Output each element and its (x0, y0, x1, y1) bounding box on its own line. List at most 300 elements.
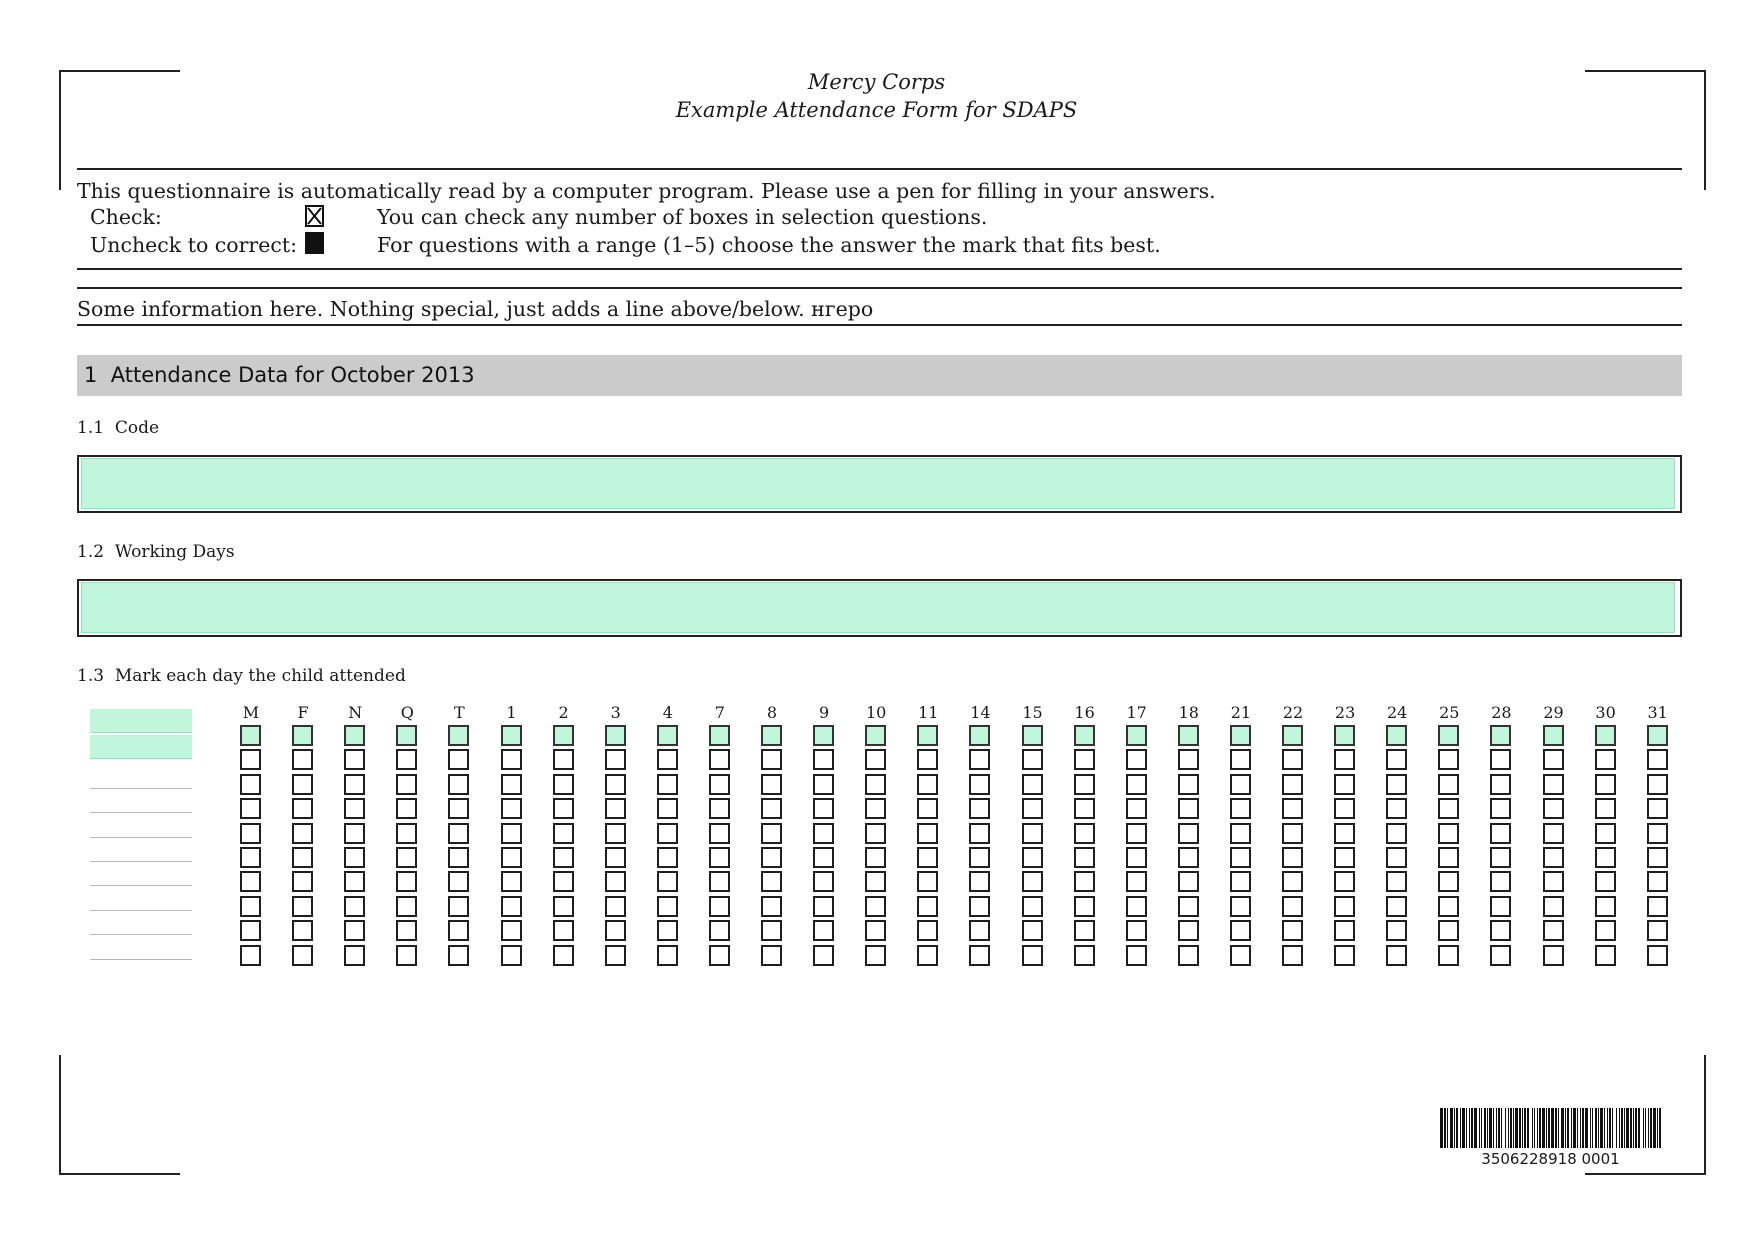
attendance-checkbox[interactable] (240, 725, 261, 746)
attendance-checkbox[interactable] (396, 749, 417, 770)
attendance-checkbox[interactable] (605, 896, 626, 917)
form-title: Example Attendance Form for SDAPS (675, 98, 1078, 122)
working-days-text-field[interactable] (77, 579, 1682, 637)
attendance-checkbox[interactable] (761, 774, 782, 795)
attendance-checkbox[interactable] (396, 920, 417, 941)
attendance-checkbox[interactable] (761, 896, 782, 917)
attendance-checkbox[interactable] (344, 871, 365, 892)
attendance-checkbox[interactable] (917, 749, 938, 770)
attendance-checkbox[interactable] (969, 847, 990, 868)
student-name-field[interactable] (90, 959, 192, 960)
attendance-checkbox[interactable] (865, 749, 886, 770)
student-name-field[interactable] (90, 709, 192, 733)
attendance-checkbox[interactable] (501, 749, 522, 770)
attendance-checkbox[interactable] (1647, 774, 1668, 795)
attendance-checkbox[interactable] (1490, 749, 1511, 770)
attendance-checkbox[interactable] (1074, 774, 1095, 795)
attendance-checkbox[interactable] (813, 798, 834, 819)
attendance-checkbox[interactable] (1647, 920, 1668, 941)
attendance-checkbox[interactable] (917, 871, 938, 892)
attendance-checkbox[interactable] (501, 774, 522, 795)
attendance-checkbox[interactable] (1022, 774, 1043, 795)
attendance-checkbox[interactable] (1386, 945, 1407, 966)
attendance-checkbox[interactable] (1178, 798, 1199, 819)
attendance-checkbox[interactable] (865, 871, 886, 892)
attendance-checkbox[interactable] (1074, 896, 1095, 917)
attendance-checkbox[interactable] (761, 945, 782, 966)
attendance-checkbox[interactable] (1178, 725, 1199, 746)
student-name-field[interactable] (90, 812, 192, 813)
attendance-checkbox[interactable] (917, 823, 938, 844)
attendance-checkbox[interactable] (1282, 896, 1303, 917)
attendance-checkbox[interactable] (553, 774, 574, 795)
attendance-checkbox[interactable] (240, 823, 261, 844)
attendance-checkbox[interactable] (1178, 749, 1199, 770)
attendance-checkbox[interactable] (761, 920, 782, 941)
attendance-checkbox[interactable] (1386, 749, 1407, 770)
attendance-checkbox[interactable] (344, 798, 365, 819)
code-text-field-area[interactable] (81, 458, 1675, 509)
attendance-checkbox[interactable] (1438, 896, 1459, 917)
attendance-checkbox[interactable] (865, 798, 886, 819)
attendance-checkbox[interactable] (1595, 725, 1616, 746)
attendance-checkbox[interactable] (501, 798, 522, 819)
attendance-checkbox[interactable] (1543, 847, 1564, 868)
attendance-checkbox[interactable] (240, 847, 261, 868)
attendance-checkbox[interactable] (969, 945, 990, 966)
attendance-checkbox[interactable] (1386, 847, 1407, 868)
attendance-checkbox[interactable] (1647, 798, 1668, 819)
attendance-checkbox[interactable] (344, 725, 365, 746)
attendance-checkbox[interactable] (813, 945, 834, 966)
attendance-checkbox[interactable] (813, 774, 834, 795)
attendance-checkbox[interactable] (501, 920, 522, 941)
attendance-checkbox[interactable] (761, 871, 782, 892)
attendance-checkbox[interactable] (344, 920, 365, 941)
attendance-checkbox[interactable] (1543, 871, 1564, 892)
attendance-checkbox[interactable] (1438, 847, 1459, 868)
attendance-checkbox[interactable] (553, 823, 574, 844)
attendance-checkbox[interactable] (448, 725, 469, 746)
attendance-checkbox[interactable] (344, 945, 365, 966)
attendance-checkbox[interactable] (1490, 945, 1511, 966)
attendance-checkbox[interactable] (292, 945, 313, 966)
attendance-checkbox[interactable] (1438, 871, 1459, 892)
attendance-checkbox[interactable] (344, 896, 365, 917)
student-name-field[interactable] (90, 885, 192, 886)
attendance-checkbox[interactable] (1595, 871, 1616, 892)
day-column-label: 24 (1387, 703, 1408, 722)
attendance-checkbox[interactable] (969, 798, 990, 819)
attendance-checkbox[interactable] (1126, 896, 1147, 917)
attendance-checkbox[interactable] (1230, 749, 1251, 770)
attendance-checkbox[interactable] (1126, 920, 1147, 941)
attendance-checkbox[interactable] (969, 774, 990, 795)
attendance-checkbox[interactable] (605, 749, 626, 770)
attendance-checkbox[interactable] (709, 847, 730, 868)
attendance-checkbox[interactable] (1334, 774, 1355, 795)
attendance-checkbox[interactable] (1386, 896, 1407, 917)
attendance-checkbox[interactable] (657, 774, 678, 795)
attendance-checkbox[interactable] (396, 798, 417, 819)
attendance-checkbox[interactable] (448, 823, 469, 844)
attendance-checkbox[interactable] (1438, 823, 1459, 844)
attendance-checkbox[interactable] (709, 920, 730, 941)
attendance-checkbox[interactable] (344, 749, 365, 770)
attendance-checkbox[interactable] (240, 896, 261, 917)
attendance-checkbox[interactable] (240, 749, 261, 770)
attendance-checkbox[interactable] (1543, 945, 1564, 966)
attendance-checkbox[interactable] (1595, 945, 1616, 966)
attendance-checkbox[interactable] (396, 774, 417, 795)
student-name-field[interactable] (90, 788, 192, 789)
attendance-checkbox[interactable] (917, 847, 938, 868)
attendance-checkbox[interactable] (917, 920, 938, 941)
attendance-checkbox[interactable] (1490, 847, 1511, 868)
attendance-checkbox[interactable] (1334, 725, 1355, 746)
attendance-checkbox[interactable] (448, 945, 469, 966)
attendance-checkbox[interactable] (1595, 896, 1616, 917)
attendance-checkbox[interactable] (292, 920, 313, 941)
attendance-checkbox[interactable] (1543, 896, 1564, 917)
attendance-checkbox[interactable] (605, 847, 626, 868)
attendance-checkbox[interactable] (501, 847, 522, 868)
attendance-checkbox[interactable] (1074, 920, 1095, 941)
attendance-checkbox[interactable] (1543, 798, 1564, 819)
attendance-checkbox[interactable] (1334, 749, 1355, 770)
attendance-checkbox[interactable] (1178, 774, 1199, 795)
attendance-checkbox[interactable] (1230, 945, 1251, 966)
attendance-checkbox[interactable] (1386, 823, 1407, 844)
attendance-checkbox[interactable] (1647, 749, 1668, 770)
attendance-checkbox[interactable] (292, 798, 313, 819)
attendance-checkbox[interactable] (501, 945, 522, 966)
attendance-checkbox[interactable] (1334, 798, 1355, 819)
attendance-checkbox[interactable] (1282, 920, 1303, 941)
attendance-checkbox[interactable] (1230, 920, 1251, 941)
attendance-checkbox[interactable] (605, 725, 626, 746)
attendance-checkbox[interactable] (709, 798, 730, 819)
attendance-checkbox[interactable] (1022, 847, 1043, 868)
attendance-checkbox[interactable] (709, 823, 730, 844)
attendance-checkbox[interactable] (1282, 823, 1303, 844)
attendance-checkbox[interactable] (1074, 725, 1095, 746)
attendance-checkbox[interactable] (292, 871, 313, 892)
attendance-checkbox[interactable] (917, 774, 938, 795)
attendance-checkbox[interactable] (240, 871, 261, 892)
attendance-checkbox[interactable] (448, 920, 469, 941)
attendance-checkbox[interactable] (1230, 774, 1251, 795)
attendance-checkbox[interactable] (761, 798, 782, 819)
attendance-checkbox[interactable] (344, 774, 365, 795)
attendance-checkbox[interactable] (813, 871, 834, 892)
attendance-checkbox[interactable] (657, 798, 678, 819)
attendance-checkbox[interactable] (1230, 847, 1251, 868)
attendance-checkbox[interactable] (292, 896, 313, 917)
attendance-checkbox[interactable] (553, 798, 574, 819)
attendance-checkbox[interactable] (501, 871, 522, 892)
attendance-checkbox[interactable] (813, 749, 834, 770)
attendance-checkbox[interactable] (292, 823, 313, 844)
attendance-checkbox[interactable] (1282, 749, 1303, 770)
attendance-checkbox[interactable] (969, 749, 990, 770)
attendance-checkbox[interactable] (553, 896, 574, 917)
attendance-checkbox[interactable] (1334, 920, 1355, 941)
attendance-checkbox[interactable] (605, 823, 626, 844)
attendance-checkbox[interactable] (917, 896, 938, 917)
student-name-field[interactable] (90, 837, 192, 838)
attendance-checkbox[interactable] (1230, 823, 1251, 844)
attendance-checkbox[interactable] (240, 920, 261, 941)
attendance-checkbox[interactable] (501, 725, 522, 746)
attendance-checkbox[interactable] (448, 749, 469, 770)
attendance-checkbox[interactable] (501, 896, 522, 917)
attendance-checkbox[interactable] (709, 774, 730, 795)
attendance-checkbox[interactable] (1074, 945, 1095, 966)
attendance-checkbox[interactable] (1178, 823, 1199, 844)
attendance-checkbox[interactable] (657, 749, 678, 770)
attendance-checkbox[interactable] (1178, 920, 1199, 941)
attendance-checkbox[interactable] (657, 725, 678, 746)
student-name-field[interactable] (90, 861, 192, 862)
attendance-checkbox[interactable] (1647, 871, 1668, 892)
attendance-checkbox[interactable] (865, 725, 886, 746)
attendance-checkbox[interactable] (1074, 823, 1095, 844)
attendance-checkbox[interactable] (240, 798, 261, 819)
attendance-checkbox[interactable] (448, 896, 469, 917)
attendance-checkbox[interactable] (1074, 798, 1095, 819)
attendance-checkbox[interactable] (1438, 749, 1459, 770)
attendance-checkbox[interactable] (1438, 725, 1459, 746)
attendance-checkbox[interactable] (1386, 871, 1407, 892)
attendance-checkbox[interactable] (865, 774, 886, 795)
barcode-bar (1444, 1108, 1446, 1148)
attendance-checkbox[interactable] (1282, 945, 1303, 966)
attendance-checkbox[interactable] (553, 749, 574, 770)
attendance-checkbox[interactable] (657, 871, 678, 892)
attendance-checkbox[interactable] (292, 847, 313, 868)
attendance-checkbox[interactable] (1022, 823, 1043, 844)
attendance-checkbox[interactable] (1647, 945, 1668, 966)
attendance-checkbox[interactable] (1490, 774, 1511, 795)
attendance-checkbox[interactable] (657, 896, 678, 917)
attendance-checkbox[interactable] (657, 945, 678, 966)
attendance-checkbox[interactable] (1022, 945, 1043, 966)
student-name-field[interactable] (90, 934, 192, 935)
attendance-checkbox[interactable] (344, 847, 365, 868)
attendance-checkbox[interactable] (1647, 896, 1668, 917)
attendance-checkbox[interactable] (1126, 749, 1147, 770)
attendance-checkbox[interactable] (1022, 920, 1043, 941)
attendance-checkbox[interactable] (969, 920, 990, 941)
attendance-checkbox[interactable] (448, 871, 469, 892)
attendance-checkbox[interactable] (396, 871, 417, 892)
attendance-checkbox[interactable] (865, 920, 886, 941)
working-days-text-field-area[interactable] (81, 582, 1675, 633)
attendance-checkbox[interactable] (865, 823, 886, 844)
attendance-checkbox[interactable] (709, 749, 730, 770)
attendance-checkbox[interactable] (1386, 774, 1407, 795)
attendance-checkbox[interactable] (1386, 798, 1407, 819)
attendance-checkbox[interactable] (1282, 798, 1303, 819)
attendance-checkbox[interactable] (813, 725, 834, 746)
attendance-checkbox[interactable] (1334, 945, 1355, 966)
barcode-bar (1551, 1108, 1554, 1148)
attendance-checkbox[interactable] (605, 945, 626, 966)
attendance-checkbox[interactable] (553, 725, 574, 746)
attendance-checkbox[interactable] (657, 847, 678, 868)
attendance-checkbox[interactable] (969, 725, 990, 746)
attendance-checkbox[interactable] (1074, 847, 1095, 868)
barcode-bar (1539, 1108, 1541, 1148)
attendance-checkbox[interactable] (1595, 920, 1616, 941)
attendance-checkbox[interactable] (240, 945, 261, 966)
attendance-checkbox[interactable] (396, 725, 417, 746)
attendance-checkbox[interactable] (396, 847, 417, 868)
attendance-checkbox[interactable] (1647, 847, 1668, 868)
attendance-checkbox[interactable] (1438, 774, 1459, 795)
attendance-checkbox[interactable] (292, 725, 313, 746)
attendance-checkbox[interactable] (969, 871, 990, 892)
attendance-checkbox[interactable] (865, 847, 886, 868)
attendance-checkbox[interactable] (1282, 725, 1303, 746)
attendance-checkbox[interactable] (761, 725, 782, 746)
attendance-checkbox[interactable] (1230, 798, 1251, 819)
attendance-checkbox[interactable] (448, 774, 469, 795)
attendance-checkbox[interactable] (761, 749, 782, 770)
attendance-checkbox[interactable] (969, 823, 990, 844)
attendance-checkbox[interactable] (1022, 896, 1043, 917)
attendance-checkbox[interactable] (448, 798, 469, 819)
attendance-checkbox[interactable] (1543, 725, 1564, 746)
attendance-checkbox[interactable] (1595, 847, 1616, 868)
attendance-checkbox[interactable] (1543, 774, 1564, 795)
attendance-checkbox[interactable] (1230, 871, 1251, 892)
attendance-checkbox[interactable] (1282, 871, 1303, 892)
attendance-checkbox[interactable] (1595, 774, 1616, 795)
attendance-checkbox[interactable] (917, 798, 938, 819)
attendance-checkbox[interactable] (1543, 920, 1564, 941)
attendance-checkbox[interactable] (1022, 749, 1043, 770)
attendance-checkbox[interactable] (1282, 847, 1303, 868)
attendance-checkbox[interactable] (605, 871, 626, 892)
student-name-field[interactable] (90, 735, 192, 759)
attendance-checkbox[interactable] (1178, 945, 1199, 966)
attendance-checkbox[interactable] (1490, 871, 1511, 892)
attendance-checkbox[interactable] (1543, 823, 1564, 844)
attendance-checkbox[interactable] (1334, 847, 1355, 868)
day-column-label: 17 (1126, 703, 1147, 722)
attendance-checkbox[interactable] (605, 774, 626, 795)
attendance-checkbox[interactable] (1126, 847, 1147, 868)
attendance-checkbox[interactable] (553, 847, 574, 868)
attendance-checkbox[interactable] (1490, 798, 1511, 819)
attendance-checkbox[interactable] (501, 823, 522, 844)
attendance-checkbox[interactable] (1490, 823, 1511, 844)
attendance-checkbox[interactable] (1022, 798, 1043, 819)
attendance-checkbox[interactable] (1022, 725, 1043, 746)
attendance-checkbox[interactable] (1595, 798, 1616, 819)
attendance-checkbox[interactable] (813, 823, 834, 844)
attendance-checkbox[interactable] (1022, 871, 1043, 892)
attendance-checkbox[interactable] (605, 798, 626, 819)
attendance-checkbox[interactable] (1334, 871, 1355, 892)
attendance-checkbox[interactable] (396, 896, 417, 917)
attendance-checkbox[interactable] (917, 945, 938, 966)
attendance-checkbox[interactable] (1178, 871, 1199, 892)
attendance-checkbox[interactable] (1490, 896, 1511, 917)
attendance-checkbox[interactable] (813, 896, 834, 917)
attendance-checkbox[interactable] (1230, 896, 1251, 917)
attendance-checkbox[interactable] (1647, 725, 1668, 746)
attendance-checkbox[interactable] (1230, 725, 1251, 746)
attendance-checkbox[interactable] (1126, 798, 1147, 819)
attendance-checkbox[interactable] (1595, 823, 1616, 844)
attendance-checkbox[interactable] (1178, 847, 1199, 868)
attendance-checkbox[interactable] (969, 896, 990, 917)
attendance-checkbox[interactable] (865, 945, 886, 966)
attendance-checkbox[interactable] (1126, 725, 1147, 746)
attendance-checkbox[interactable] (1126, 774, 1147, 795)
attendance-checkbox[interactable] (813, 847, 834, 868)
attendance-checkbox[interactable] (605, 920, 626, 941)
attendance-checkbox[interactable] (1386, 920, 1407, 941)
attendance-checkbox[interactable] (1438, 920, 1459, 941)
attendance-checkbox[interactable] (553, 945, 574, 966)
attendance-checkbox[interactable] (553, 871, 574, 892)
attendance-checkbox[interactable] (709, 896, 730, 917)
attendance-checkbox[interactable] (1647, 823, 1668, 844)
attendance-checkbox[interactable] (709, 725, 730, 746)
attendance-checkbox[interactable] (448, 847, 469, 868)
attendance-checkbox[interactable] (1543, 749, 1564, 770)
attendance-checkbox[interactable] (709, 871, 730, 892)
attendance-checkbox[interactable] (1074, 871, 1095, 892)
attendance-checkbox[interactable] (1126, 823, 1147, 844)
attendance-checkbox[interactable] (1438, 798, 1459, 819)
attendance-checkbox[interactable] (344, 823, 365, 844)
attendance-checkbox[interactable] (709, 945, 730, 966)
attendance-checkbox[interactable] (657, 920, 678, 941)
attendance-checkbox[interactable] (1595, 749, 1616, 770)
attendance-checkbox[interactable] (1074, 749, 1095, 770)
attendance-checkbox[interactable] (1490, 725, 1511, 746)
attendance-checkbox[interactable] (1386, 725, 1407, 746)
attendance-checkbox[interactable] (761, 847, 782, 868)
attendance-checkbox[interactable] (1178, 896, 1199, 917)
attendance-checkbox[interactable] (917, 725, 938, 746)
attendance-checkbox[interactable] (1490, 920, 1511, 941)
attendance-checkbox[interactable] (292, 749, 313, 770)
attendance-checkbox[interactable] (1282, 774, 1303, 795)
attendance-checkbox[interactable] (396, 945, 417, 966)
attendance-checkbox[interactable] (292, 774, 313, 795)
attendance-checkbox[interactable] (396, 823, 417, 844)
attendance-checkbox[interactable] (865, 896, 886, 917)
attendance-checkbox[interactable] (1334, 823, 1355, 844)
attendance-checkbox[interactable] (1438, 945, 1459, 966)
attendance-checkbox[interactable] (1126, 945, 1147, 966)
attendance-checkbox[interactable] (761, 823, 782, 844)
attendance-checkbox[interactable] (1126, 871, 1147, 892)
code-text-field[interactable] (77, 455, 1682, 513)
student-name-field[interactable] (90, 910, 192, 911)
attendance-checkbox[interactable] (1334, 896, 1355, 917)
attendance-checkbox[interactable] (553, 920, 574, 941)
attendance-checkbox[interactable] (813, 920, 834, 941)
attendance-checkbox[interactable] (657, 823, 678, 844)
attendance-checkbox[interactable] (240, 774, 261, 795)
